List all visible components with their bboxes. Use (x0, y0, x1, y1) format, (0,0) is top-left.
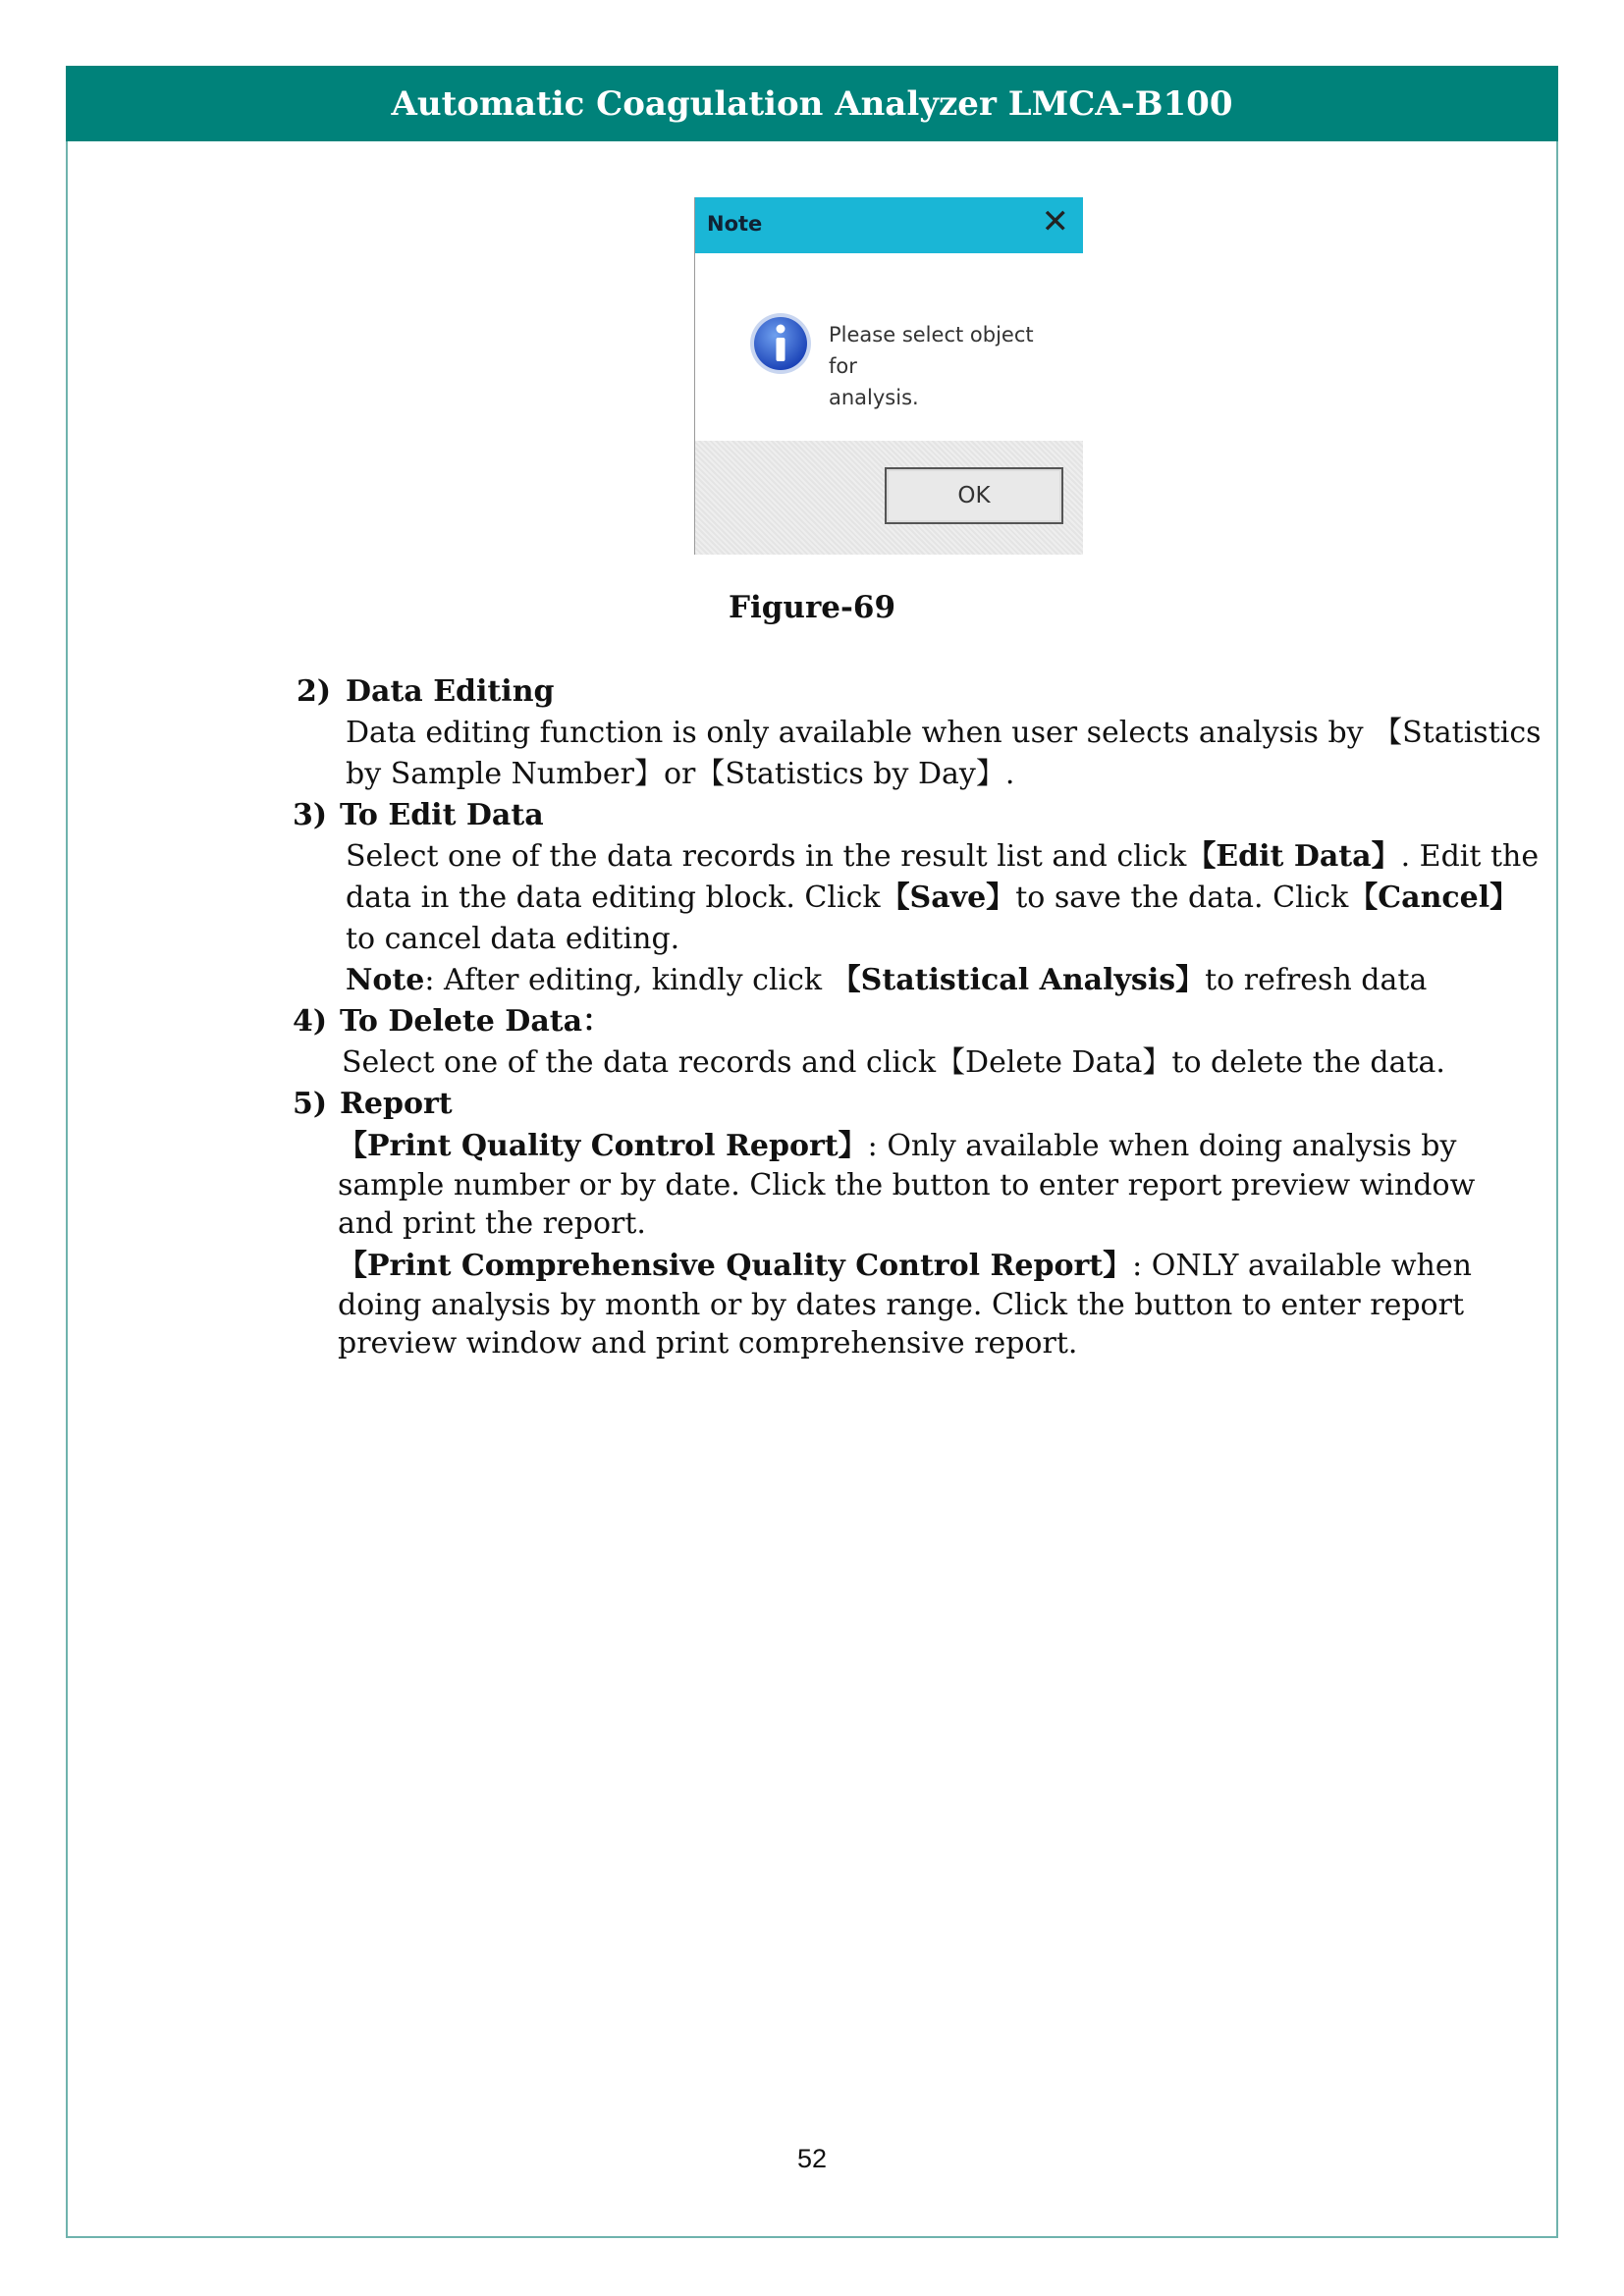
section-heading: To Delete Data： (340, 1004, 613, 1039)
text-run: . Edit the (1400, 839, 1540, 874)
dialog-footer (695, 441, 1083, 555)
section-heading: Report (340, 1087, 453, 1121)
report-paragraph-line (338, 1247, 1472, 1286)
dialog-message-line: analysis. (829, 386, 919, 409)
edit-data-button-ref: 【Edit Data】 (1186, 839, 1401, 874)
cancel-button-ref: 【Cancel】 (1348, 881, 1520, 915)
text-run: to refresh data (1205, 963, 1428, 997)
note-label: Note (346, 963, 425, 997)
page-header (66, 66, 1558, 141)
text-run: data in the data editing block. Click (346, 881, 881, 915)
text-run: : ONLY available when (1132, 1249, 1472, 1283)
body-line (346, 878, 1519, 919)
body-line: Data editing function is only available when user selects analysis by 【Statistics (346, 716, 1542, 750)
note-dialog (694, 197, 1083, 555)
report-paragraph-line: doing analysis by month or by dates range. Click the button to enter report (338, 1288, 1465, 1322)
figure-caption: Figure-69 (728, 590, 896, 625)
note-line (346, 960, 1427, 1001)
page-number: 52 (796, 2144, 828, 2173)
section-heading: Data Editing (346, 674, 555, 709)
section-number: 2) (297, 674, 332, 709)
info-icon (748, 311, 813, 376)
dialog-message-line: Please select object for (829, 323, 1034, 378)
report-paragraph-line: preview window and print comprehensive report. (338, 1326, 1078, 1361)
text-run: to save the data. Click (1015, 881, 1349, 915)
body-line: by Sample Number】or【Statistics by Day】. (346, 757, 1015, 791)
close-icon[interactable]: ✕ (1041, 202, 1069, 241)
dialog-title: Note (707, 212, 763, 236)
body-line: Select one of the data records and click【Delete Data】to delete the data. (342, 1045, 1445, 1080)
save-button-ref: 【Save】 (880, 881, 1016, 915)
section-number: 5) (293, 1087, 328, 1121)
text-run: : After editing, kindly click (424, 963, 823, 997)
body-line: to cancel data editing. (346, 922, 680, 956)
dialog-title-bar (695, 197, 1083, 253)
print-comprehensive-qc-report-button-ref: 【Print Comprehensive Quality Control Report】 (338, 1249, 1133, 1283)
ok-button[interactable]: OK (885, 467, 1063, 524)
section-number: 4) (293, 1004, 328, 1039)
report-paragraph-line (338, 1127, 1457, 1166)
statistical-analysis-button-ref: 【Statistical Analysis】 (831, 963, 1206, 997)
section-heading: To Edit Data (340, 798, 544, 832)
report-paragraph-line: sample number or by date. Click the button to enter report preview window (338, 1168, 1476, 1202)
section-number: 3) (293, 798, 328, 832)
text-run: : Only available when doing analysis by (867, 1129, 1457, 1163)
text-run: Select one of the data records in the result list and click (346, 839, 1187, 874)
body-line (346, 836, 1539, 878)
dialog-message (829, 319, 1060, 413)
header-title: Automatic Coagulation Analyzer LMCA-B100 (391, 83, 1233, 124)
report-paragraph-line: and print the report. (338, 1206, 646, 1241)
print-qc-report-button-ref: 【Print Quality Control Report】 (338, 1129, 868, 1163)
